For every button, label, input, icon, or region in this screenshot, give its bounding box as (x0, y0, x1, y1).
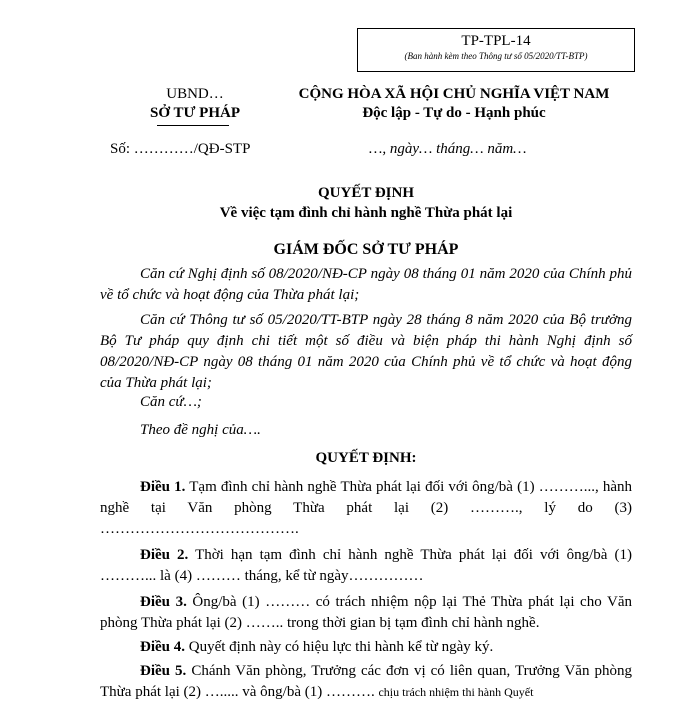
agency-underline (157, 125, 229, 126)
article-text: Quyết định này có hiệu lực thi hành kể từ ngày ký. (188, 639, 494, 655)
document-title: QUYẾT ĐỊNH (318, 185, 414, 201)
basis-paragraph-2: Căn cứ Thông tư số 05/2020/TT-BTP ngày 28 tháng 8 năm 2020 của Bộ trưởng Bộ Tư pháp quy định chi tiết một số điều và biện pháp thi hành Nghị định số 08/2020/NĐ-CP ngày 08 tháng 01 năm 2020 của Chính phủ về tổ chức và hoạt động của Thừa phát lại; (100, 312, 632, 391)
article-label: Điều 4. (140, 639, 185, 655)
article-3 (100, 592, 632, 634)
article-text: Tạm đình chỉ hành nghề Thừa phát lại đối với ông/bà (1) ………..., hành nghề tại Văn phòng Thừa phát lại (2) ………., lý do (3) …………………………………. (100, 479, 633, 537)
basis-paragraph-3: Căn cứ…; (140, 394, 202, 410)
document-number: Số: …………/QĐ-STP (110, 141, 251, 157)
article-label: Điều 5. (140, 663, 187, 679)
article-label: Điều 1. (140, 479, 186, 495)
article-text: Ông/bà (1) ……… có trách nhiệm nộp lại Thẻ Thừa phát lại cho Văn phòng Thừa phát lại (2) …….. trong thời gian bị tạm đình chỉ hành nghề. (100, 594, 633, 631)
form-note: (Ban hành kèm theo Thông tư số 05/2020/TT-BTP) (404, 51, 588, 61)
article-text: Chánh Văn phòng, Trưởng các đơn vị có liên quan, Trưởng Văn phòng Thừa phát lại (2) …..... và ông/bà (1) ………. (100, 663, 632, 700)
decision-heading: QUYẾT ĐỊNH: (315, 450, 417, 466)
national-motto: Độc lập - Tự do - Hạnh phúc (362, 105, 546, 121)
form-code: TP-TPL-14 (461, 33, 531, 49)
document-subject: Về việc tạm đình chỉ hành nghề Thừa phát lại (219, 205, 513, 221)
issuer-title: GIÁM ĐỐC SỞ TƯ PHÁP (273, 241, 459, 258)
basis-paragraph-1: Căn cứ Nghị định số 08/2020/NĐ-CP ngày 08 tháng 01 năm 2020 của Chính phủ về tổ chức và hoạt động của Thừa phát lại; (100, 266, 632, 303)
article-5 (100, 661, 632, 703)
article-text-tail: chịu trách nhiệm thi hành Quyết (378, 685, 534, 699)
article-label: Điều 3. (140, 594, 187, 610)
article-4 (100, 637, 632, 658)
article-2 (100, 545, 632, 587)
agency-line-1: UBND… (166, 86, 224, 102)
form-code-box (357, 28, 635, 72)
country-name: CỘNG HÒA XÃ HỘI CHỦ NGHĨA VIỆT NAM (298, 86, 610, 102)
article-label: Điều 2. (140, 547, 189, 563)
proposal-paragraph: Theo đề nghị của…. (140, 422, 261, 438)
article-1 (100, 477, 632, 540)
agency-line-2: SỞ TƯ PHÁP (149, 105, 240, 121)
date-line: …, ngày… tháng… năm… (369, 141, 527, 157)
article-text: Thời hạn tạm đình chỉ hành nghề Thừa phát lại đối với ông/bà (1) ………... là (4) ……… tháng, kể từ ngày…………… (100, 547, 632, 584)
